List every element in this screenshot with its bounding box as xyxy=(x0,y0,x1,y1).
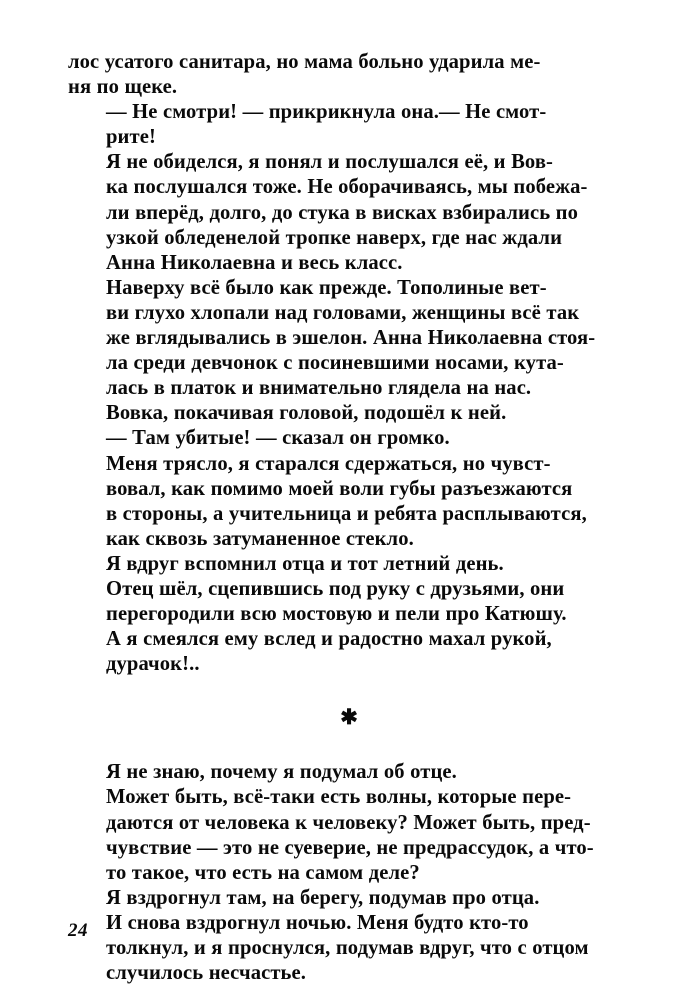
text-line: Я вздрогнул там, на берегу, подумав про отца. xyxy=(106,886,540,909)
text-line: толкнул, и я проснулся, подумав вдруг, что с отцом xyxy=(106,937,589,959)
paragraph xyxy=(68,150,630,275)
text-line: Может быть, всё-таки есть волны, которые пере- xyxy=(106,786,572,809)
text-line: Меня трясло, я старался сдержаться, но чувст- xyxy=(106,452,551,475)
page-text-block xyxy=(68,50,630,986)
asterisk-separator-icon: ✱ xyxy=(340,705,358,730)
paragraph xyxy=(68,911,630,986)
text-line: же вглядывались в эшелон. Анна Николаевна стоя- xyxy=(106,327,596,350)
paragraph xyxy=(68,401,630,426)
paragraph xyxy=(68,760,630,785)
text-line: ня по щеке. xyxy=(68,76,178,99)
paragraph xyxy=(68,886,630,911)
text-line: узкой обледенелой тропке наверх, где нас ждали xyxy=(106,226,563,249)
text-line: — Не смотри! — прикрикнула она.— Не смот- xyxy=(106,101,547,124)
text-line: то такое, что есть на самом деле? xyxy=(106,861,420,884)
section-separator-holder xyxy=(68,677,630,760)
paragraph xyxy=(68,552,630,577)
text-line: перегородили всю мостовую и пели про Катюшу. xyxy=(106,603,567,626)
text-line: ви глухо хлопали над головами, женщины всё так xyxy=(106,301,580,324)
text-line: А я смеялся ему вслед и радостно махал рукой, xyxy=(106,628,552,651)
text-line: Я вдруг вспомнил отца и тот летний день. xyxy=(106,552,504,575)
text-line: — Там убитые! — сказал он громко. xyxy=(106,427,450,450)
text-line: даются от человека к человеку? Может быть, пред- xyxy=(106,811,591,834)
text-line: Я не знаю, почему я подумал об отце. xyxy=(106,761,457,784)
text-section-after-separator xyxy=(68,760,630,986)
text-line: ли вперёд, долго, до стука в висках взбирались по xyxy=(106,201,579,224)
text-line: лос усатого санитара, но мама больно ударила ме- xyxy=(68,51,541,73)
page-number: 24 xyxy=(68,920,88,941)
text-line: Отец шёл, сцепившись под руку с друзьями, они xyxy=(106,577,565,600)
text-section-before-separator xyxy=(68,50,630,677)
paragraph xyxy=(68,50,630,100)
text-line: Анна Николаевна и весь класс. xyxy=(106,251,403,274)
text-line: ка послушался тоже. Не оборачиваясь, мы побежа- xyxy=(106,176,588,199)
text-line: дурачок!.. xyxy=(106,653,200,676)
text-line: Я не обиделся, я понял и послушался её, и Вов- xyxy=(106,151,553,174)
paragraph xyxy=(68,100,630,150)
text-line: как сквозь затуманенное стекло. xyxy=(106,527,414,550)
text-line: Вовка, покачивая головой, подошёл к ней. xyxy=(106,402,507,425)
text-line: случилось несчастье. xyxy=(106,962,307,985)
paragraph xyxy=(68,577,630,627)
text-line: вовал, как помимо моей воли губы разъезжаются xyxy=(106,477,573,500)
paragraph xyxy=(68,276,630,401)
text-line: И снова вздрогнул ночью. Меня будто кто-то xyxy=(106,911,529,934)
paragraph xyxy=(68,452,630,552)
paragraph xyxy=(68,785,630,885)
text-line: ла среди девчонок с посиневшими носами, кута- xyxy=(106,352,564,375)
text-line: Наверху всё было как прежде. Тополиные вет- xyxy=(106,276,547,299)
text-line: в стороны, а учительница и ребята расплываются, xyxy=(106,502,587,525)
text-line: лась в платок и внимательно глядела на нас. xyxy=(106,377,532,400)
paragraph xyxy=(68,627,630,677)
text-line: чувствие — это не суеверие, не предрассудок, а что- xyxy=(106,836,594,859)
text-line: рите! xyxy=(106,126,156,149)
paragraph xyxy=(68,426,630,451)
